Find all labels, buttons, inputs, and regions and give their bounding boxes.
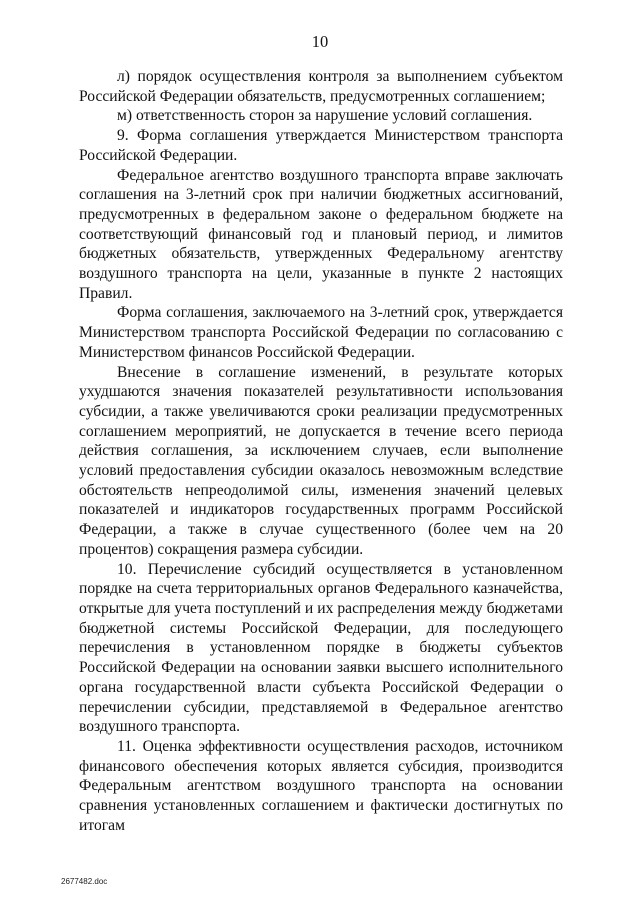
paragraph-agreement-form-approval: Форма соглашения, заключаемого на 3-летний срок, утверждается Министерством транспорта Российской Федерации по согласованию с Министерством финансов Российской Федерации. bbox=[79, 304, 563, 361]
paragraph-agreement-amendments: Внесение в соглашение изменений, в результате которых ухудшаются значения показателей результативности использования субсидии, а также увеличиваются сроки реализации предусмотренных соглашением мероприятий, не допускается в течение всего периода действия соглашения, за исключением случаев, если выполнение условий предоставления субсидии оказалось невозможным вследствие обстоятельств непреодолимой силы, изменения значений целевых показателей и индикаторов государственных программ Российской Федерации, а также в случае существенного (более чем на 20 процентов) сокращения размера субсидии. bbox=[79, 363, 563, 558]
paragraph-three-year-agreement: Федеральное агентство воздушного транспорта вправе заключать соглашения на 3-летний срок при наличии бюджетных ассигнований, предусмотренных в федеральном законе о федеральном бюджете на соответствующий финансовый год и плановый период, и лимитов бюджетных обязательств, утвержденных Федеральному агентству воздушного транспорта на цели, указанные в пункте 2 настоящих Правил. bbox=[79, 166, 563, 302]
paragraph-clause-11: 11. Оценка эффективности осуществления расходов, источником финансового обеспечения которых является субсидия, производится Федеральным агентством воздушного транспорта на основании сравнения установленных соглашением и фактически достигнутых по итогам bbox=[79, 737, 563, 834]
page-number: 10 bbox=[311, 32, 329, 51]
document-body bbox=[79, 67, 563, 835]
footer-file-code: 2677482.doc bbox=[61, 877, 108, 886]
paragraph-clause-9: 9. Форма соглашения утверждается Министерством транспорта Российской Федерации. bbox=[79, 127, 563, 164]
paragraph-item-l: л) порядок осуществления контроля за выполнением субъектом Российской Федерации обязательств, предусмотренных соглашением; bbox=[79, 68, 563, 105]
paragraph-item-m: м) ответственность сторон за нарушение условий соглашения. bbox=[117, 107, 533, 125]
paragraph-clause-10: 10. Перечисление субсидий осуществляется в установленном порядке на счета территориальных органов Федерального казначейства, открытые для учета поступлений и их распределения между бюджетами бюджетной системы Российской Федерации, для последующего перечисления в установленном порядке в бюджеты субъектов Российской Федерации на основании заявки высшего исполнительного органа государственной власти субъекта Российской Федерации о перечислении субсидии, представляемой в Федеральное агентство воздушного транспорта. bbox=[79, 560, 563, 736]
